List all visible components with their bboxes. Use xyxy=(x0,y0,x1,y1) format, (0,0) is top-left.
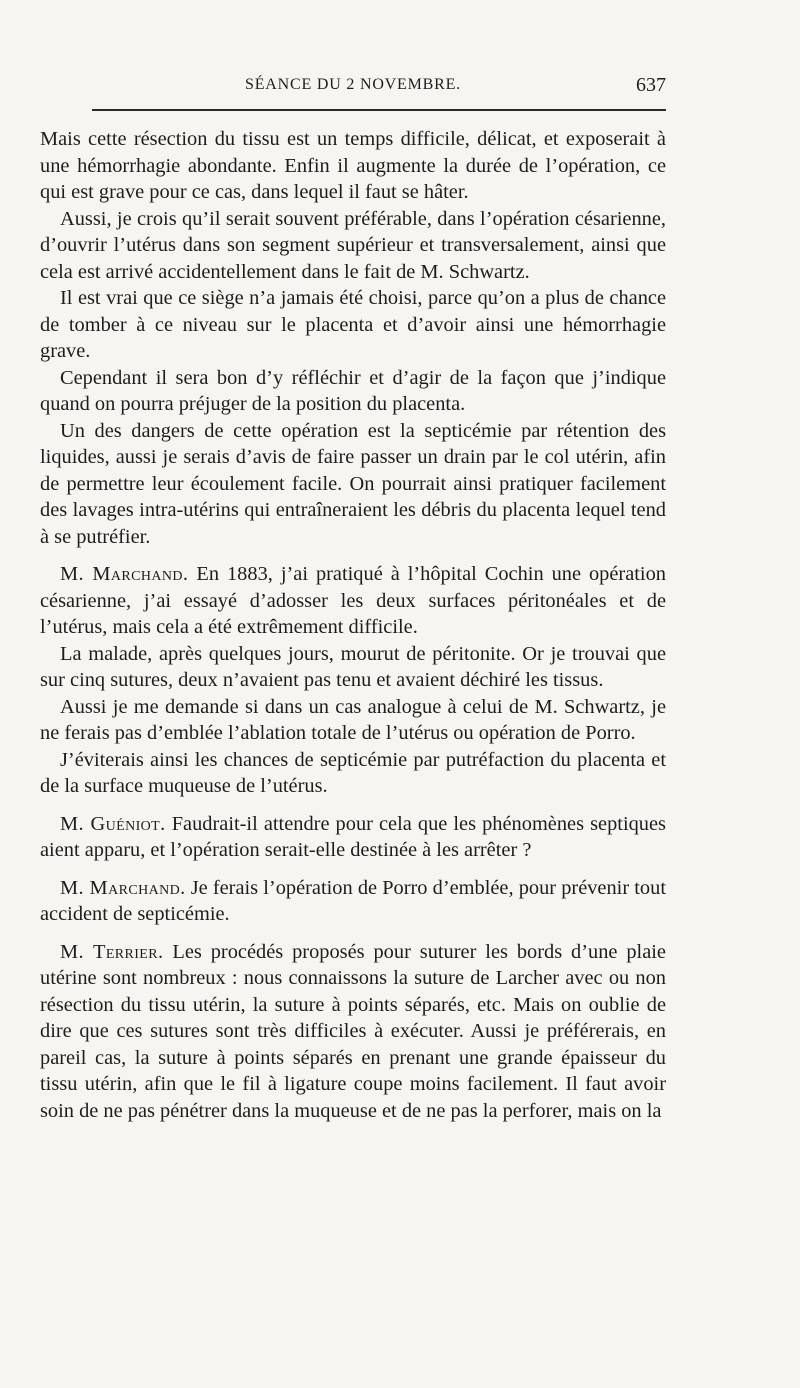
header-rule xyxy=(92,109,666,111)
paragraph-text: Un des dangers de cette opération est la septicémie par rétention des liquides, aussi je serais d’avis de faire passer un drain par le col utérin, afin de permettre leur écoulement facile. On pourrait ainsi pratiquer facilement des lavages intra-utérins qui entraîneraient les débris du placenta lequel tend à se putréfier. xyxy=(40,419,666,548)
paragraph-text: Il est vrai que ce siège n’a jamais été choisi, parce qu’on a plus de chance de tomber à ce niveau sur le placenta et d’avoir ainsi une hémorrhagie grave. xyxy=(40,287,666,362)
running-head xyxy=(40,74,666,98)
speaker-name: M. Marchand. xyxy=(60,563,189,585)
paragraph xyxy=(40,875,666,928)
paragraph xyxy=(40,811,666,864)
paragraph-text: Faudrait-il attendre pour cela que les phénomènes septiques aient apparu, et l’opération serait-elle destinée à les arrêter ? xyxy=(40,812,666,861)
paragraph-text: Cependant il sera bon d’y réfléchir et d’agir de la façon que j’indique quand on pourra préjuger de la position du placenta. xyxy=(40,366,666,415)
paragraph xyxy=(40,747,666,800)
paragraph xyxy=(40,694,666,747)
paragraph-text: Je ferais l’opération de Porro d’emblée, pour prévenir tout accident de septicémie. xyxy=(40,876,666,925)
paragraph-text: J’éviterais ainsi les chances de septicémie par putréfaction du placenta et de la surface muqueuse de l’utérus. xyxy=(40,748,666,797)
paragraph xyxy=(40,285,666,365)
paragraph-text: En 1883, j’ai pratiqué à l’hôpital Cochin une opération césarienne, j’ai essayé d’adosser les deux surfaces péritonéales et de l’utérus, mais cela a été extrêmement difficile. xyxy=(40,563,666,638)
body-text xyxy=(40,126,666,1124)
paragraph xyxy=(40,126,666,206)
page-number: 637 xyxy=(636,74,666,96)
paragraph xyxy=(40,939,666,1125)
paragraph xyxy=(40,418,666,551)
paragraph xyxy=(40,365,666,418)
paragraph-text: Mais cette résection du tissu est un temps difficile, délicat, et exposerait à une hémorrhagie abondante. Enfin il augmente la durée de l’opération, ce qui est grave pour ce cas, dans lequel il faut se hâter. xyxy=(40,128,666,203)
paragraph-text: Aussi, je crois qu’il serait souvent préférable, dans l’opération césarienne, d’ouvrir l’utérus dans son segment supérieur et transversalement, ainsi que cela est arrivé accidentellement dans le fait de M. Schwartz. xyxy=(40,207,666,283)
paragraph xyxy=(40,206,666,286)
speaker-name: M. Terrier. xyxy=(60,940,164,963)
speaker-name: M. Guéniot. xyxy=(60,812,166,835)
paragraph-text: La malade, après quelques jours, mourut de péritonite. Or je trouvai que sur cinq sutures, deux n’avaient pas tenu et avaient déchiré les tissus. xyxy=(40,642,666,691)
paragraph xyxy=(40,561,666,641)
paragraph-text: Aussi je me demande si dans un cas analogue à celui de M. Schwartz, je ne ferais pas d’emblée l’ablation totale de l’utérus ou opération de Porro. xyxy=(40,695,666,744)
running-title: SÉANCE DU 2 NOVEMBRE. xyxy=(245,76,461,93)
paragraph-text: Les procédés proposés pour suturer les bords d’une plaie utérine sont nombreux : nous connaissons la suture de Larcher avec ou non résection du tissu utérin, la suture à points séparés, etc. Mais on oublie de dire que ces sutures sont très difficiles à exécuter. Aussi je préférerais, en pareil cas, la suture à points séparés en prenant une grande épaisseur du tissu utérin, afin que le fil à ligature coupe moins facilement. Il faut avoir soin de ne pas pénétrer dans la muqueuse et de ne pas la perforer, mais on la xyxy=(40,940,666,1122)
paragraph xyxy=(40,641,666,694)
speaker-name: M. Marchand. xyxy=(60,876,186,899)
